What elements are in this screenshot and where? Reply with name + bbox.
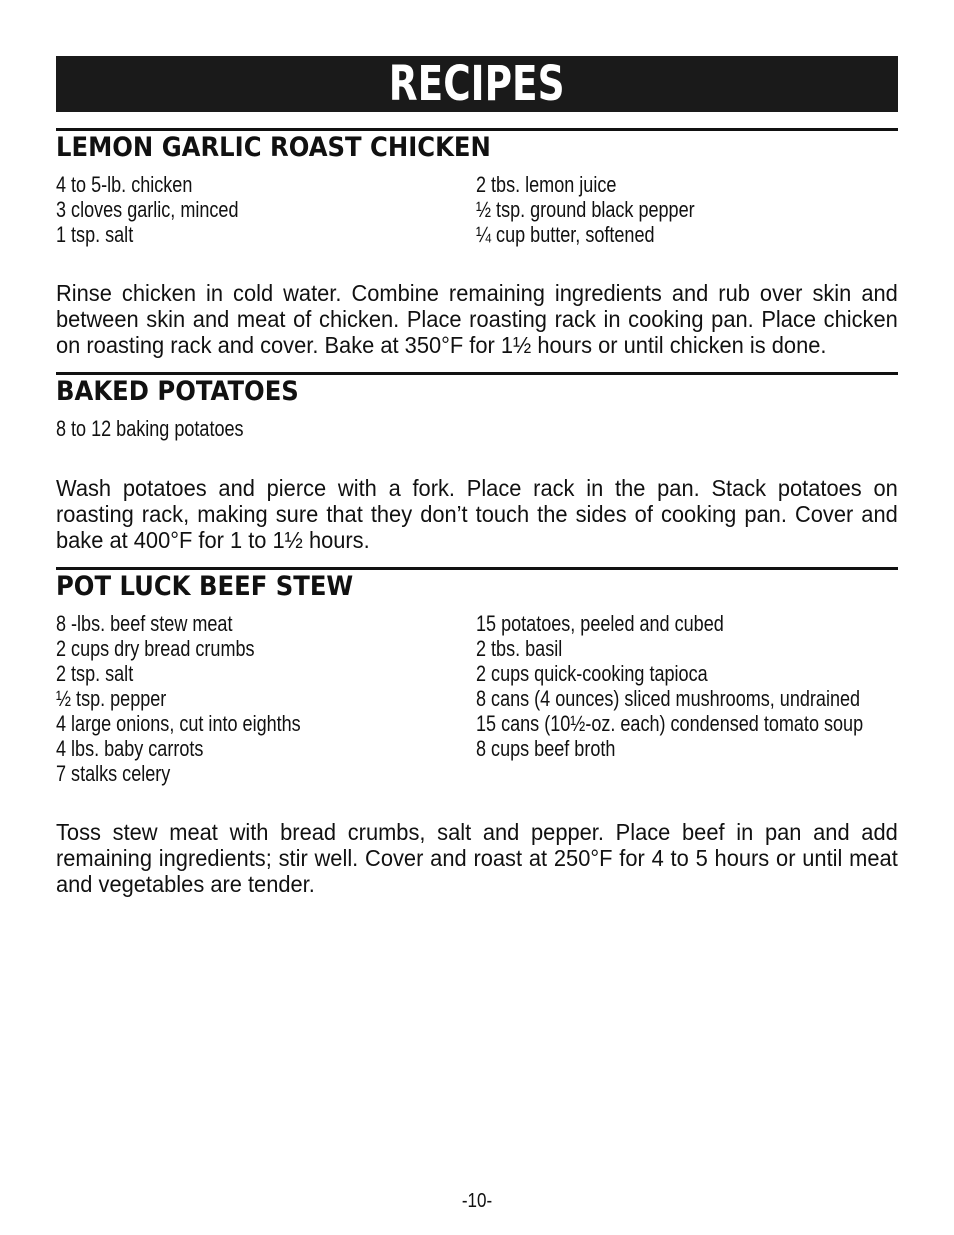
ingredient-item: 4 lbs. baby carrots xyxy=(56,736,204,761)
ingredient-item: 2 tsp. salt xyxy=(56,661,134,686)
ingredient-item: 8 -lbs. beef stew meat xyxy=(56,611,233,636)
ingredient-item: 2 cups dry bread crumbs xyxy=(56,636,255,661)
ingredient-item: 8 cans (4 ounces) sliced mushrooms, undrained xyxy=(476,686,861,711)
ingredient-item: 3 cloves garlic, minced xyxy=(56,197,239,222)
page-title: RECIPES xyxy=(389,56,565,112)
recipe-pot-luck-beef-stew xyxy=(56,567,898,897)
ingredient-column-left xyxy=(56,416,476,441)
ingredient-item: 7 stalks celery xyxy=(56,761,171,786)
page-number: -10- xyxy=(461,1190,493,1212)
ingredient-item: 4 to 5-lb. chicken xyxy=(56,172,193,197)
ingredient-item: 8 to 12 baking potatoes xyxy=(56,416,244,441)
recipe-page xyxy=(56,56,898,897)
recipe-title: BAKED POTATOES xyxy=(56,376,299,407)
recipe-title: POT LUCK BEEF STEW xyxy=(56,571,354,602)
ingredient-list xyxy=(56,611,898,786)
recipe-directions: Toss stew meat with bread crumbs, salt and pepper. Place beef in pan and add remaining ingredients; stir well. Cover and roast at 250°F for 4 to 5 hours or until meat and vegetables are tender. xyxy=(56,819,898,897)
recipe-lemon-garlic-roast-chicken xyxy=(56,128,898,358)
recipe-title: LEMON GARLIC ROAST CHICKEN xyxy=(56,132,491,163)
ingredient-item: 2 tbs. lemon juice xyxy=(476,172,617,197)
ingredient-item: ½ tsp. pepper xyxy=(56,686,167,711)
ingredient-item: 1 tsp. salt xyxy=(56,222,134,247)
ingredient-column-left xyxy=(56,172,476,247)
ingredient-list xyxy=(56,172,898,247)
recipe-directions: Wash potatoes and pierce with a fork. Place rack in the pan. Stack potatoes on roasting rack, making sure that they don’t touch the sides of cooking pan. Cover and bake at 400°F for 1 to 1½ hours. xyxy=(56,475,898,553)
recipe-baked-potatoes xyxy=(56,372,898,553)
ingredient-column-right xyxy=(476,611,898,786)
ingredient-item: 4 large onions, cut into eighths xyxy=(56,711,301,736)
recipes-banner xyxy=(56,56,898,112)
ingredient-item: 2 tbs. basil xyxy=(476,636,563,661)
ingredient-column-right xyxy=(476,416,898,441)
ingredient-list xyxy=(56,416,898,441)
ingredient-item: 15 cans (10½-oz. each) condensed tomato soup xyxy=(476,711,864,736)
ingredient-item: ½ tsp. ground black pepper xyxy=(476,197,695,222)
ingredient-item: 2 cups quick-cooking tapioca xyxy=(476,661,708,686)
ingredient-item: 15 potatoes, peeled and cubed xyxy=(476,611,724,636)
ingredient-item: ¼ cup butter, softened xyxy=(476,222,655,247)
recipe-directions: Rinse chicken in cold water. Combine remaining ingredients and rub over skin and between skin and meat of chicken. Place roasting rack in cooking pan. Place chicken on roasting rack and cover. Bake at 350°F for 1½ hours or until chicken is done. xyxy=(56,280,898,358)
ingredient-item: 8 cups beef broth xyxy=(476,736,616,761)
ingredient-column-right xyxy=(476,172,898,247)
ingredient-column-left xyxy=(56,611,476,786)
